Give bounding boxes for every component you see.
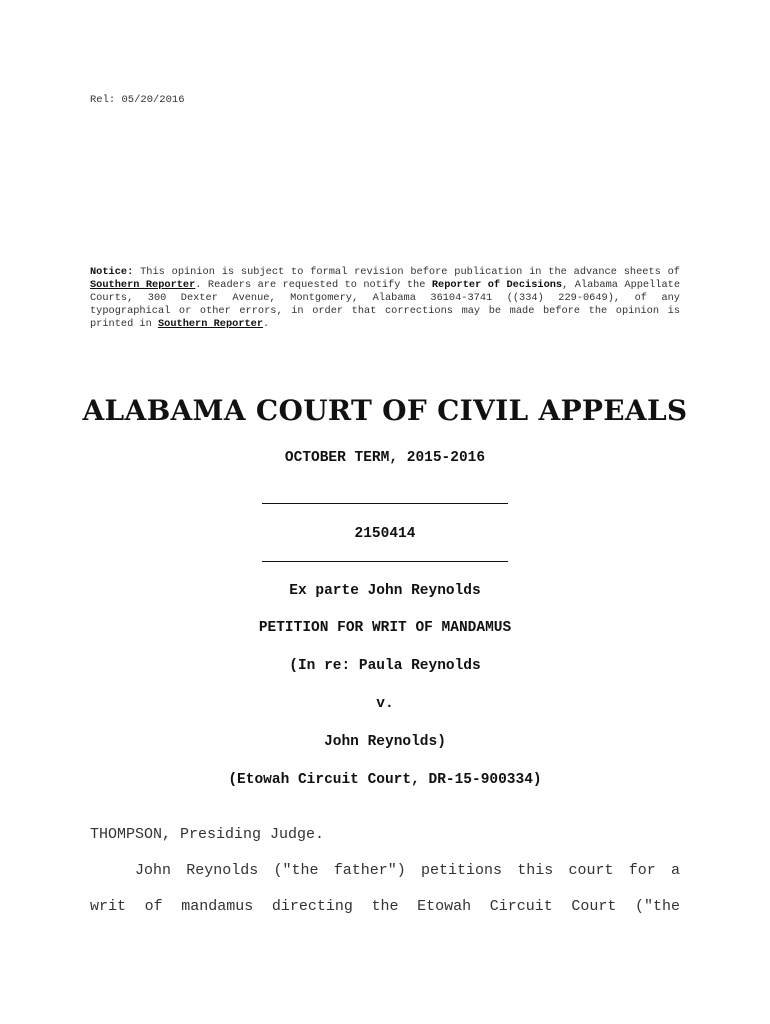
court-term: OCTOBER TERM, 2015-2016 — [284, 450, 486, 466]
reporter-of-decisions: Reporter of Decisions — [431, 279, 563, 291]
divider-top — [262, 503, 508, 504]
notice-label: Notice: — [90, 266, 134, 278]
opinion-line-1: John Reynolds ("the father") petitions this court for a — [135, 862, 680, 879]
notice-text-1: This opinion is subject to formal revision before publication in the advance sheets of — [133, 266, 680, 278]
court-title: ALABAMA COURT OF CIVIL APPEALS — [82, 394, 688, 427]
notice-text-4: . — [263, 318, 270, 330]
petition-type: PETITION FOR WRIT OF MANDAMUS — [258, 620, 512, 636]
divider-bottom — [262, 561, 508, 562]
southern-reporter-ref-2: Southern Reporter — [157, 318, 264, 330]
release-date: Rel: 05/20/2016 — [90, 94, 185, 106]
notice-text-3: , Alabama Appellate Courts, 300 Dexter Avenue, Montgomery, Alabama 36104-3741 ((334) 229-0649), of any typographical or other errors, in order that corrections may be made before the opinion is printed in — [90, 279, 681, 330]
publication-notice — [90, 266, 680, 331]
respondent-party: John Reynolds) — [324, 734, 446, 750]
in-re-party: (In re: Paula Reynolds — [289, 658, 481, 674]
docket-number: 2150414 — [354, 526, 416, 542]
opinion-line-2: writ of mandamus directing the Etowah Circuit Court ("the — [90, 898, 680, 915]
notice-text-2: . Readers are requested to notify the — [195, 279, 432, 291]
southern-reporter-ref-1: Southern Reporter — [90, 279, 196, 291]
versus: v. — [376, 696, 394, 712]
lower-court: (Etowah Circuit Court, DR-15-900334) — [228, 772, 542, 788]
opinion-author: THOMPSON, Presiding Judge. — [90, 826, 325, 843]
case-ex-parte: Ex parte John Reynolds — [289, 583, 481, 599]
